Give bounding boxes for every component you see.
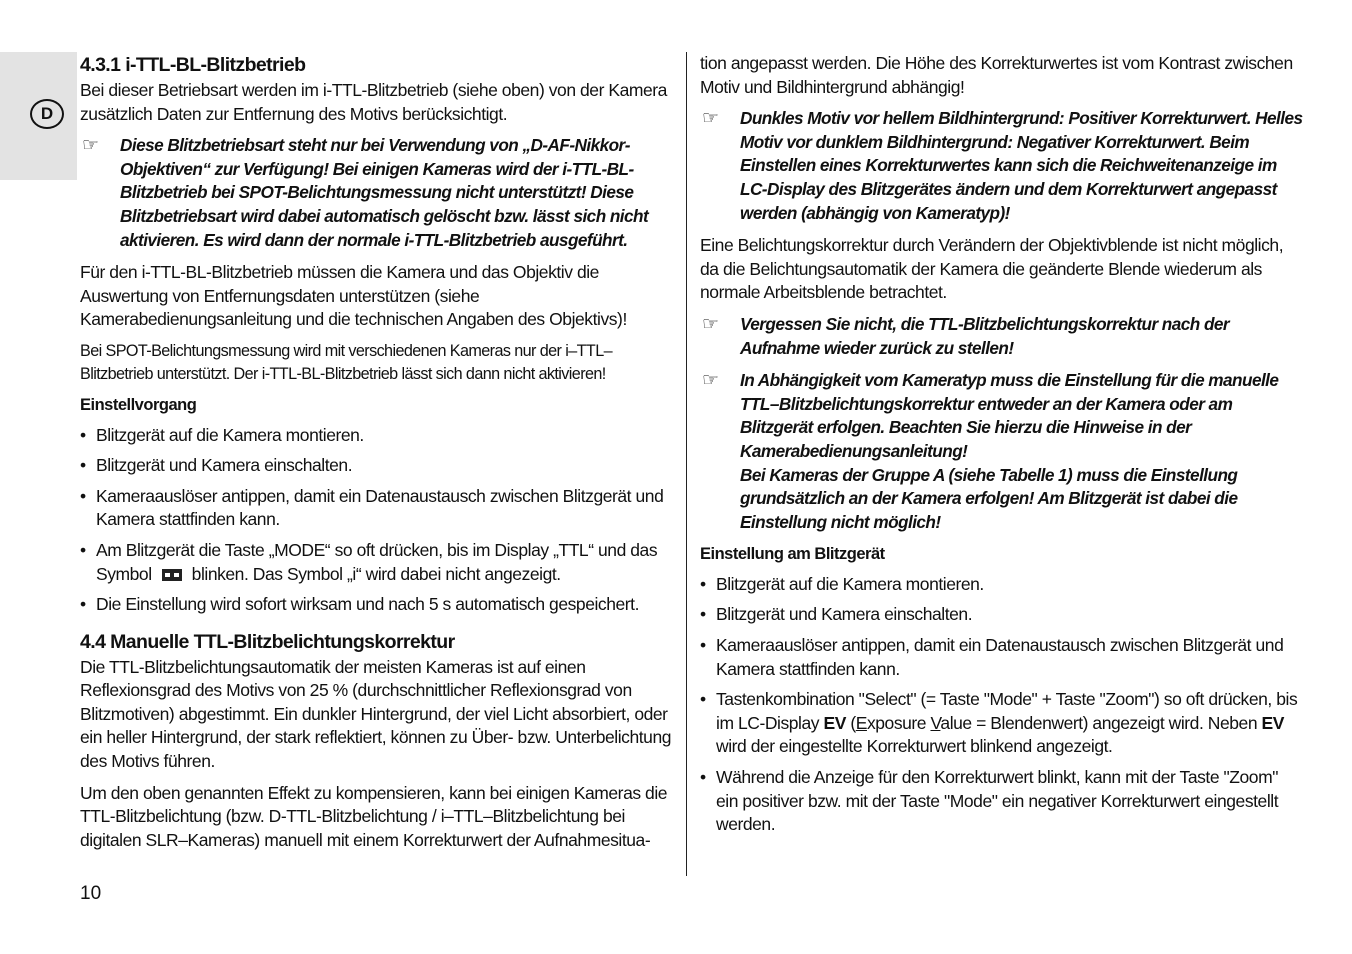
section-heading-4-3-1: 4.3.1 i-TTL-BL-Blitzbetrieb xyxy=(80,54,306,76)
list-item-text: alue = Blendenwert) angezeigt wird. Neben xyxy=(940,712,1262,733)
list-item: • Blitzgerät auf die Kamera montieren. xyxy=(80,424,676,448)
list-item xyxy=(700,688,1304,759)
pointing-hand-icon: ☞ xyxy=(82,135,99,157)
note-text: Vergessen Sie nicht, die TTL-Blitzbelichtungskorrektur nach der Aufnahme wieder zurück zu stellen! xyxy=(740,313,1230,358)
list-item: • Blitzgerät und Kamera einschalten. xyxy=(80,454,676,478)
paragraph: tion angepasst werden. Die Höhe des Korrekturwertes ist vom Kontrast zwischen Motiv und Bildhintergrund abhängig! xyxy=(700,53,1293,97)
paragraph-small: Bei SPOT-Belichtungsmessung wird mit verschiedenen Kameras nur der i–TTL–Blitzbetrieb unterstützt. Der i-TTL-BL-Blitzbetrieb lässt sich dann nicht aktivieren! xyxy=(80,341,613,383)
underlined-letter: E xyxy=(855,712,867,733)
flash-mode-icon xyxy=(162,569,182,581)
list-item: • Kameraauslöser antippen, damit ein Datenaustausch zwischen Blitzgerät und Kamera stattfinden kann. xyxy=(80,485,676,532)
list-item: • Die Einstellung wird sofort wirksam und nach 5 s automatisch gespeichert. xyxy=(80,593,676,617)
list-item-text: blinken. Das Symbol „i“ wird dabei nicht angezeigt. xyxy=(191,563,561,584)
pointing-hand-icon: ☞ xyxy=(702,313,719,335)
subheading: Einstellung am Blitzgerät xyxy=(700,545,885,564)
language-tab xyxy=(0,52,77,180)
note-text: Dunkles Motiv vor hellem Bildhintergrund: Positiver Korrekturwert. Helles Motiv vor dunklem Bildhintergrund: Negativer Korrekturwert. Beim Einstellen eines Korrekturwertes kann sich die Reichweitenanzeige im LC-Display des Blitzgerätes ändern und dem Korrekturwert angepasst werden (abhängig von Kameratyp)! xyxy=(740,108,1303,223)
paragraph: Für den i-TTL-BL-Blitzbetrieb müssen die Kamera und das Objektiv die Auswertung von Entfernungsdaten unterstützen (siehe Kamerabedienungsanleitung und die technischen Angaben des Objektivs)! xyxy=(80,262,627,330)
underlined-letter: V xyxy=(930,712,941,733)
note xyxy=(80,134,676,252)
ev-label: EV xyxy=(1261,712,1284,733)
paragraph: Die TTL-Blitzbelichtungsautomatik der meisten Kameras ist auf einen Reflexionsgrad des Motivs von 25 % (durchschnittlicher Reflexionsgrad von Blitzmotiven) abgestimmt. Ein dunkler Hintergrund, der viel Licht absorbiert, oder ein heller Hintergrund, der stark reflektiert, können zu Über- bzw. Unterbelichtung des Motivs führen. xyxy=(80,656,672,772)
note-text: Diese Blitzbetriebsart steht nur bei Verwendung von „D-AF-Nikkor-Objektiven“ zur Verfügung! Bei einigen Kameras wird der i-TTL-BL-Blitzbetrieb bei SPOT-Belichtungsmessung nicht unterstützt! Diese Blitzbetriebsart wird dabei automatisch gelöscht bzw. lässt sich nicht aktivieren. Es wird dann der normale i-TTL-Blitzbetrieb ausgeführt. xyxy=(120,135,649,250)
list-item xyxy=(80,539,676,586)
list-item-text: xposure xyxy=(866,712,931,733)
list-item: • Blitzgerät und Kamera einschalten. xyxy=(700,603,1304,627)
page-number: 10 xyxy=(80,883,102,904)
list-item: • Blitzgerät auf die Kamera montieren. xyxy=(700,573,1304,597)
list-item-text: wird der eingestellte Korrekturwert blinkend angezeigt. xyxy=(716,736,1113,757)
list-item-text: Am Blitzgerät die Taste „MODE“ so oft drücken, bis im Display „TTL“ und das Symbol xyxy=(96,539,658,584)
list-item-text: Tastenkombination "Select" (= Taste "Mode" + Taste "Zoom") so oft drücken, bis im LC-Display xyxy=(716,689,1298,733)
pointing-hand-icon: ☞ xyxy=(702,370,719,392)
right-column xyxy=(700,52,1304,844)
note xyxy=(700,369,1304,534)
paragraph: Eine Belichtungskorrektur durch Verändern der Objektivblende ist nicht möglich, da die Belichtungsautomatik der Kamera die geänderte Blende wiederum als normale Arbeitsblende betrachtet. xyxy=(700,235,1284,303)
ev-label: EV xyxy=(823,712,846,733)
note-text: Bei Kameras der Gruppe A (siehe Tabelle 1) muss die Einstellung grundsätzlich an der Kamera erfolgen! Am Blitzgerät ist dabei die Einstellung nicht möglich! xyxy=(740,464,1238,532)
left-column xyxy=(80,52,676,860)
paragraph: Bei dieser Betriebsart werden im i-TTL-Blitzbetrieb (siehe oben) von der Kamera zusätzlich Daten zur Entfernung des Motivs berücksichtigt. xyxy=(80,80,667,124)
list-item: • Kameraauslöser antippen, damit ein Datenaustausch zwischen Blitzgerät und Kamera stattfinden kann. xyxy=(700,634,1304,681)
list-item: • Während die Anzeige für den Korrekturwert blinkt, kann mit der Taste "Zoom" ein positiver bzw. mit der Taste "Mode" ein negativer Korrekturwert eingestellt werden. xyxy=(700,766,1304,837)
note xyxy=(700,313,1304,360)
language-badge: D xyxy=(30,99,64,129)
subheading: Einstellvorgang xyxy=(80,395,197,414)
pointing-hand-icon: ☞ xyxy=(702,108,719,130)
note xyxy=(700,107,1304,225)
column-divider xyxy=(686,52,687,876)
list-item-text: ( xyxy=(845,712,856,733)
section-heading-4-4: 4.4 Manuelle TTL-Blitzbelichtungskorrektur xyxy=(80,630,455,653)
note-text: In Abhängigkeit vom Kameratyp muss die Einstellung für die manuelle TTL–Blitzbelichtungskorrektur entweder an der Kamera oder am Blitzgerät erfolgen. Beachten Sie hierzu die Hinweise in der Kamerabedienungsanleitung! xyxy=(740,370,1279,461)
paragraph: Um den oben genannten Effekt zu kompensieren, kann bei einigen Kameras die TTL-Blitzbelichtung (bzw. D-TTL-Blitzbelichtung / i–TTL–Blitzbelichtung bei digitalen SLR–Kameras) manuell mit einem Korrekturwert der Aufnahmesitua- xyxy=(80,782,668,850)
